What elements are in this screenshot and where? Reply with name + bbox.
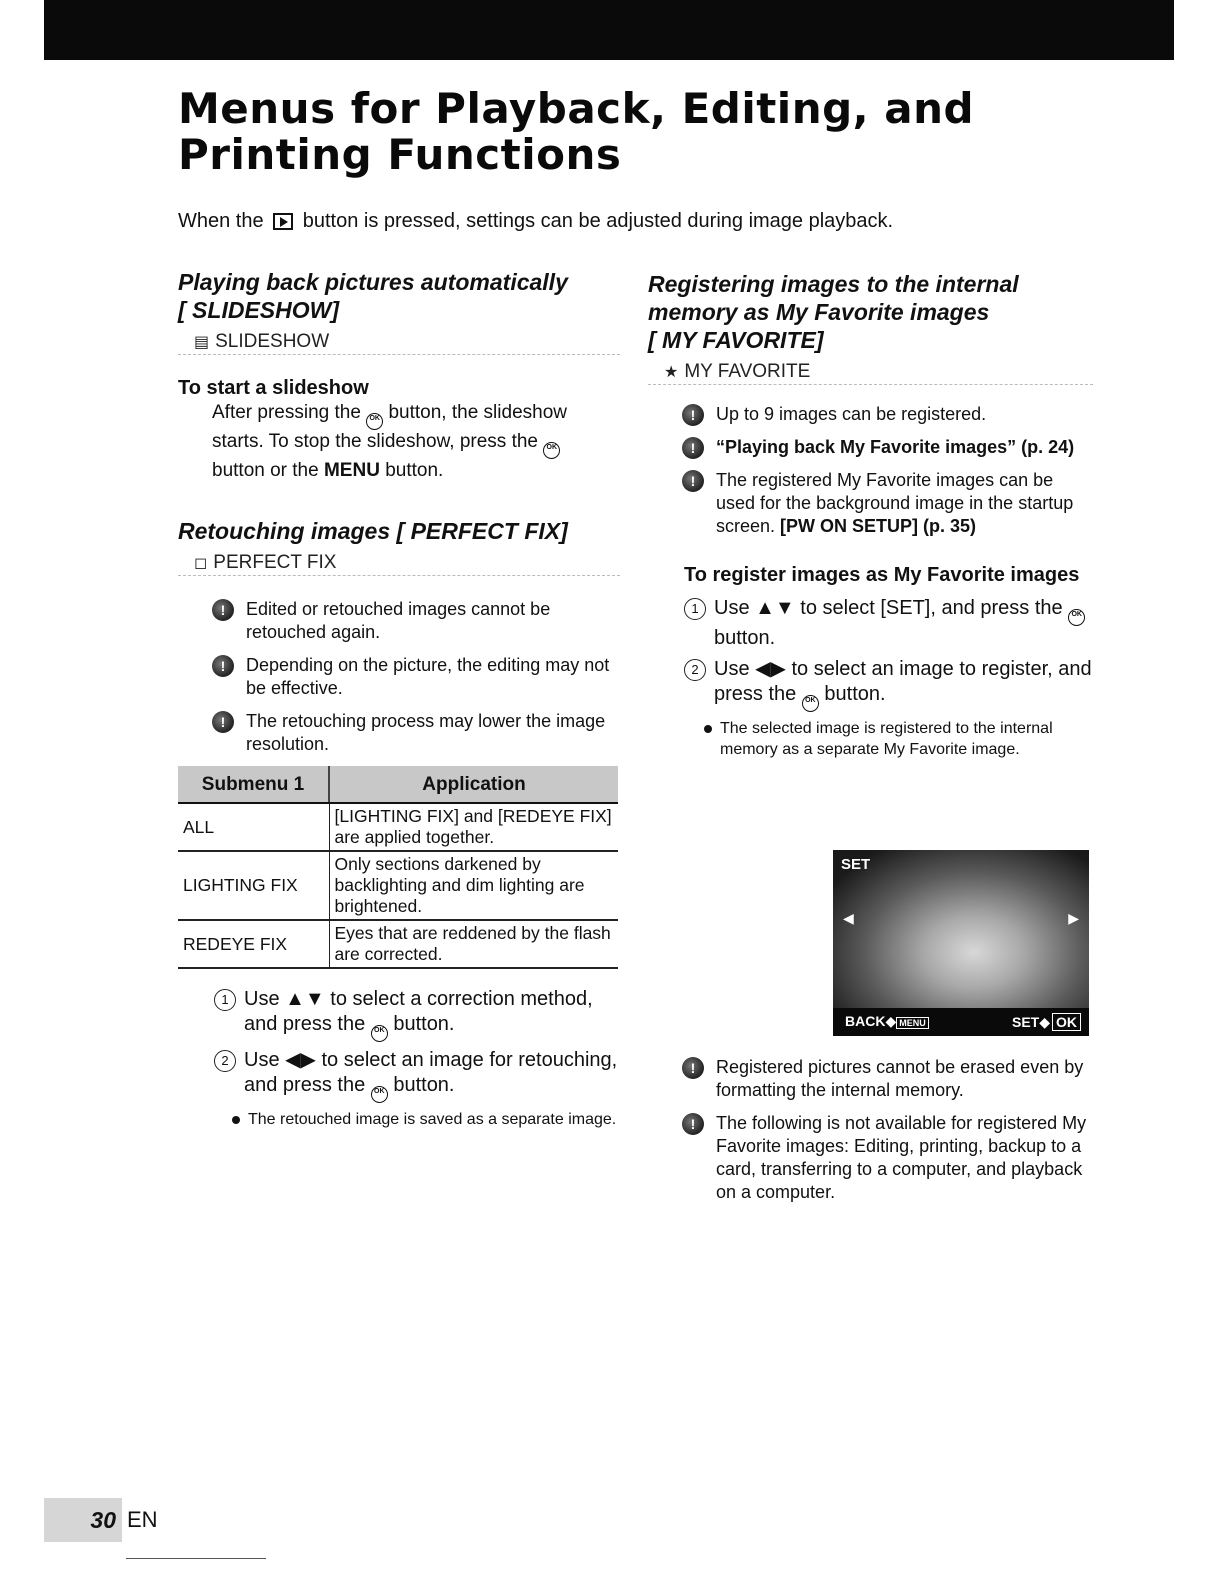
perfect-fix-submenu-text: PERFECT FIX <box>213 552 337 573</box>
perfect-fix-notes <box>178 598 620 756</box>
step-1 <box>684 596 1093 651</box>
caution-icon: ! <box>212 655 234 677</box>
ok-button-icon: OK <box>371 1086 388 1103</box>
step-1-c: button. <box>393 1013 455 1035</box>
screen-left-arrow-icon: ◀ <box>843 910 854 926</box>
footer-rule <box>126 1558 266 1559</box>
my-favorite-heading: To register images as My Favorite images <box>684 564 1080 586</box>
step-1-b: to select [SET], and press the <box>800 597 1063 619</box>
table-cell-submenu: LIGHTING FIX <box>178 851 329 920</box>
note-text: Edited or retouched images cannot be retouched again. <box>246 599 551 642</box>
caution-icon: ! <box>212 599 234 621</box>
step-2-b: to select an image for retouching, and press the <box>244 1049 618 1096</box>
table-header-application: Application <box>329 766 618 803</box>
table-row <box>178 851 618 920</box>
note-text: Registered pictures cannot be erased even by formatting the internal memory. <box>716 1057 1084 1100</box>
note-item <box>212 710 620 756</box>
note-text: The retouching process may lower the image resolution. <box>246 711 606 754</box>
right-column <box>648 270 1093 760</box>
retouch-icon: ◻ <box>194 555 208 572</box>
intro-before: When the <box>178 210 264 232</box>
caution-icon: ! <box>682 1057 704 1079</box>
language-label: EN <box>127 1507 158 1532</box>
note-text: Depending on the picture, the editing may not be effective. <box>246 655 610 698</box>
note-item <box>682 436 1093 459</box>
perfect-fix-table <box>178 766 618 969</box>
my-favorite-steps <box>648 596 1093 760</box>
screen-set-ok-label: SET◆ OK <box>1012 1014 1081 1031</box>
bullet-dot <box>232 1116 240 1124</box>
table-row <box>178 803 618 851</box>
perfect-fix-steps <box>178 987 620 1130</box>
perfect-fix-submenu-label <box>178 551 620 576</box>
step-2 <box>684 657 1093 712</box>
ok-button-icon: OK <box>371 1025 388 1042</box>
slideshow-text-4: button. <box>385 460 444 481</box>
slideshow-title-line-2: [ SLIDESHOW] <box>178 297 339 323</box>
note-item <box>682 1112 1092 1204</box>
my-favorite-submenu-label <box>648 360 1093 385</box>
step-number-2: 2 <box>684 659 706 681</box>
table-cell-submenu: ALL <box>178 803 329 851</box>
step-2-a: Use <box>244 1049 280 1071</box>
ok-button-icon: OK <box>802 695 819 712</box>
top-black-bar <box>44 0 1174 60</box>
slideshow-submenu-label <box>178 330 620 355</box>
note-3-a: The registered My Favorite images can be used for the background image in the startup screen. <box>716 470 1074 536</box>
table-cell-application: Eyes that are reddened by the flash are corrected. <box>329 920 618 968</box>
up-down-arrows-icon: ▲▼ <box>755 597 795 619</box>
perfect-fix-section-title: Retouching images [ PERFECT FIX] <box>178 518 568 544</box>
step-1-b: to select a correction method, and press the <box>244 988 593 1035</box>
note-3-b: [PW ON SETUP] (p. 35) <box>780 516 977 536</box>
screen-back-text: BACK <box>845 1013 886 1029</box>
up-down-arrows-icon: ▲▼ <box>285 988 325 1010</box>
note-item <box>682 403 1093 426</box>
my-favorite-section-title <box>648 270 1093 354</box>
step-1-a: Use <box>244 988 280 1010</box>
note-item <box>212 598 620 644</box>
camera-screen-image <box>833 850 1089 1036</box>
step-1-text <box>714 596 1093 651</box>
note-text: The following is not available for registered My Favorite images: Editing, printing, backup to a card, transferring to a computer, and playback on a computer. <box>716 1113 1087 1202</box>
page-title <box>178 86 974 178</box>
bullet-text: The retouched image is saved as a separate image. <box>248 1111 617 1128</box>
step-1-text <box>244 987 620 1042</box>
bullet-item <box>214 1109 620 1130</box>
intro-after: button is pressed, settings can be adjusted during image playback. <box>302 210 894 232</box>
ok-button-icon: OK <box>366 413 383 430</box>
my-favorite-submenu-text: MY FAVORITE <box>684 361 811 382</box>
left-right-arrows-icon: ◀▶ <box>755 658 786 680</box>
star-icon: ★ <box>664 364 679 381</box>
screen-menu-key: MENU <box>896 1017 929 1029</box>
playback-button-icon <box>273 213 293 230</box>
bullet-item <box>684 718 1093 760</box>
table-cell-application: [LIGHTING FIX] and [REDEYE FIX] are applied together. <box>329 803 618 851</box>
slideshow-submenu-text: SLIDESHOW <box>215 331 330 352</box>
step-1-a: Use <box>714 597 750 619</box>
step-number-1: 1 <box>214 989 236 1011</box>
slideshow-title-line-1: Playing back pictures automatically <box>178 269 568 295</box>
caution-icon: ! <box>682 1113 704 1135</box>
step-2 <box>214 1048 620 1103</box>
bullet-dot <box>704 725 712 733</box>
my-favorite-title-line-3: [ MY FAVORITE] <box>648 327 824 353</box>
my-favorite-bottom-notes <box>682 1056 1092 1214</box>
slideshow-body <box>178 401 620 483</box>
caution-icon: ! <box>682 404 704 426</box>
left-column <box>178 268 620 1130</box>
slideshow-text-1: After pressing the <box>212 402 361 423</box>
screen-right-arrow-icon: ▶ <box>1068 910 1079 926</box>
left-right-arrows-icon: ◀▶ <box>285 1049 316 1071</box>
step-2-c: button. <box>393 1074 455 1096</box>
my-favorite-title-line-2: memory as My Favorite images <box>648 299 990 325</box>
my-favorite-title-line-1: Registering images to the internal <box>648 271 1019 297</box>
table-row <box>178 920 618 968</box>
step-2-text <box>244 1048 620 1103</box>
title-line-2: Printing Functions <box>178 130 622 179</box>
note-item <box>212 654 620 700</box>
step-2-c: button. <box>824 683 886 705</box>
step-number-2: 2 <box>214 1050 236 1072</box>
table-cell-application: Only sections darkened by backlighting and dim lighting are brightened. <box>329 851 618 920</box>
screen-ok-key: OK <box>1052 1013 1081 1031</box>
title-line-1: Menus for Playback, Editing, and <box>178 84 975 133</box>
ok-button-icon: OK <box>1068 609 1085 626</box>
screen-set-text: SET <box>1011 1014 1040 1030</box>
step-1 <box>214 987 620 1042</box>
slideshow-section-title <box>178 268 620 324</box>
note-item <box>682 1056 1092 1102</box>
table-header-submenu: Submenu 1 <box>178 766 329 803</box>
slideshow-heading: To start a slideshow <box>178 377 369 399</box>
ok-button-icon: OK <box>543 442 560 459</box>
caution-icon: ! <box>682 437 704 459</box>
note-item <box>682 469 1093 538</box>
slideshow-text-3: button or the <box>212 460 319 481</box>
screen-back-label: BACK◆ MENU <box>845 1013 929 1030</box>
screen-set-label: SET <box>841 856 871 873</box>
step-2-text <box>714 657 1093 712</box>
menu-key-label: MENU <box>323 460 380 481</box>
intro-text <box>178 208 893 234</box>
step-1-c: button. <box>714 627 776 649</box>
step-number-1: 1 <box>684 598 706 620</box>
slideshow-text-2: button, the slideshow starts. To stop the slideshow, press the <box>212 402 567 452</box>
my-favorite-notes <box>648 403 1093 538</box>
bullet-text: The selected image is registered to the internal memory as a separate My Favorite image. <box>720 720 1053 758</box>
table-cell-submenu: REDEYE FIX <box>178 920 329 968</box>
caution-icon: ! <box>212 711 234 733</box>
note-text: Up to 9 images can be registered. <box>716 404 987 424</box>
caution-icon: ! <box>682 470 704 492</box>
note-text <box>716 469 1093 538</box>
step-2-b: to select an image to register, and press the <box>714 658 1092 705</box>
slideshow-icon: ▤ <box>194 334 210 351</box>
step-2-a: Use <box>714 658 750 680</box>
note-text: “Playing back My Favorite images” (p. 24) <box>716 437 1075 457</box>
page-number: 30 <box>44 1498 122 1542</box>
